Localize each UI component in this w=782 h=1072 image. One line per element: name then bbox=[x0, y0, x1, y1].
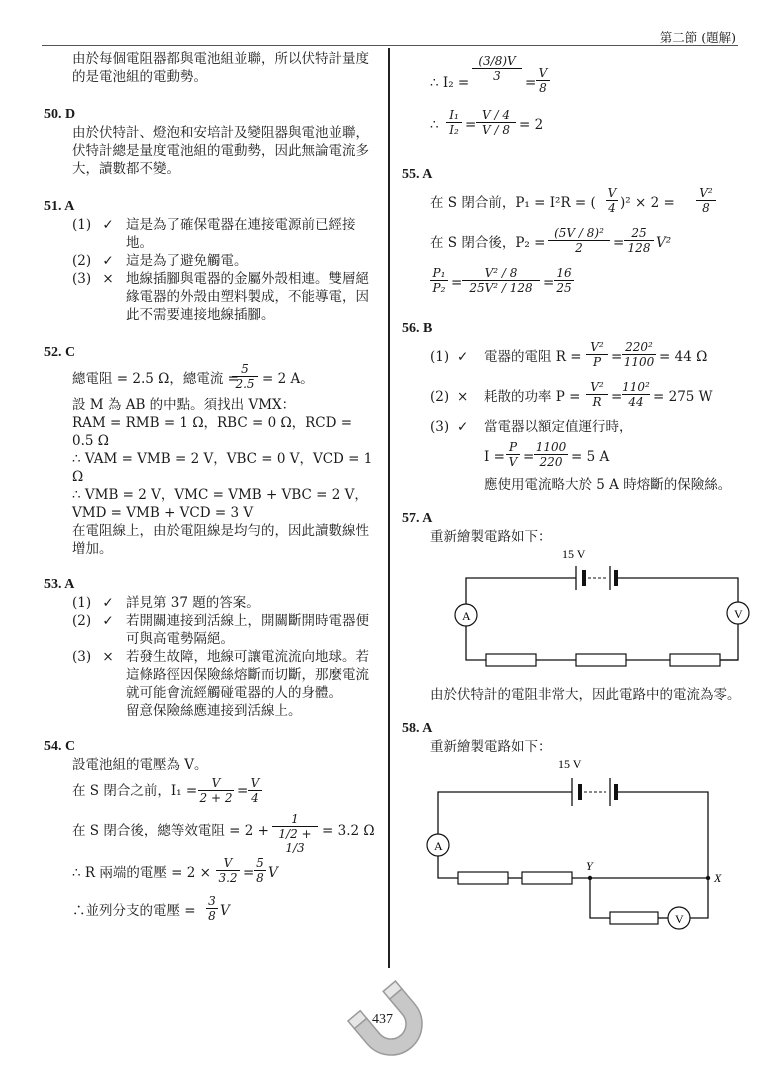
formula-text: 在 S 閉合前，P₁ = I²R = ( bbox=[430, 195, 596, 211]
q53-number: 53. A bbox=[44, 577, 75, 592]
fraction-denominator: 25 bbox=[554, 280, 574, 295]
q56-item-3 bbox=[430, 418, 752, 438]
item-text: 詳見第 37 題的答案。 bbox=[126, 595, 260, 611]
q50-number: 50. D bbox=[44, 107, 76, 122]
q56-formula-current bbox=[430, 438, 752, 476]
formula-text: )² × 2 = bbox=[620, 195, 675, 211]
resistor-icon bbox=[670, 654, 720, 666]
q56-item-1 bbox=[430, 338, 752, 378]
formula-text: = 2 bbox=[519, 117, 544, 133]
fraction-denominator: 128 bbox=[624, 240, 654, 255]
header-rule bbox=[42, 45, 738, 46]
cross-icon: × bbox=[457, 389, 469, 405]
q57-intro: 重新繪製電路如下： bbox=[430, 529, 552, 545]
item-text: 這是為了確保電器在連接電源前已經接地。 bbox=[126, 217, 356, 251]
battery-label: 15 V bbox=[562, 547, 586, 561]
item-label: (3) bbox=[72, 649, 92, 665]
fraction-denominator: 4 bbox=[606, 200, 618, 215]
battery-label: 15 V bbox=[558, 757, 582, 771]
fraction-denominator: V bbox=[506, 454, 520, 469]
formula-text: ∴ I₂ = bbox=[430, 75, 470, 91]
node-y-label: Y bbox=[586, 859, 593, 873]
fraction-denominator: 8 bbox=[254, 870, 266, 885]
formula-text: ∴並列分支的電壓 = bbox=[72, 903, 196, 919]
resistor-icon bbox=[522, 872, 572, 884]
q49-tail-text: 由於每個電阻器都與電池組並聯，所以伏特計量度的是電池組的電動勢。 bbox=[72, 51, 369, 85]
formula-text: 總電阻 = 2.5 Ω，總電流 = bbox=[72, 371, 239, 387]
fraction-numerator: V² bbox=[699, 186, 713, 200]
item-label: (2) bbox=[430, 389, 450, 405]
voltmeter-label: V bbox=[675, 912, 684, 926]
check-icon: ✓ bbox=[102, 253, 114, 269]
item-label: (3) bbox=[72, 271, 92, 287]
fraction-denominator: P₂ bbox=[430, 280, 448, 295]
ammeter-label: A bbox=[434, 839, 443, 853]
q52-line: RAM = RMB = 1 Ω，RBC = 0 Ω，RCD = 0.5 Ω bbox=[72, 415, 353, 449]
q58-number: 58. A bbox=[402, 721, 433, 736]
item-text: 這是為了避免觸電。 bbox=[126, 253, 248, 269]
fraction-numerator: 16 bbox=[556, 266, 572, 280]
resistor-icon bbox=[486, 654, 536, 666]
item-text: 地線插腳與電器的金屬外殼相連。雙層絕緣電器的外殼由塑料製成，不能導電，因此不需要連接地線插腳。 bbox=[126, 271, 369, 323]
fraction-numerator: (5V / 8)² bbox=[554, 226, 604, 240]
item-label: (3) bbox=[430, 419, 450, 435]
formula-ratio bbox=[430, 106, 752, 148]
node-x-label: X bbox=[714, 871, 722, 885]
q54-continued bbox=[430, 48, 752, 148]
q52-formula-current bbox=[72, 362, 376, 396]
q54-number: 54. C bbox=[44, 739, 76, 754]
formula-text: 在 S 閉合之前，I₁ = bbox=[72, 783, 198, 799]
q57-number: 57. A bbox=[402, 511, 433, 526]
fraction-denominator: 1/2 + 1/3 bbox=[272, 826, 318, 855]
fraction-numerator: (3/8)V bbox=[478, 54, 516, 68]
circuit-wires bbox=[438, 792, 708, 918]
fraction-numerator: V bbox=[538, 66, 548, 80]
question-58 bbox=[402, 720, 752, 926]
item-label: (1) bbox=[72, 217, 92, 233]
q54-formula-voltage-r bbox=[72, 854, 376, 892]
fraction-numerator: 5 bbox=[256, 856, 264, 870]
q52-line: 設 M 為 AB 的中點。須找出 VMX： bbox=[72, 397, 296, 413]
q55-formula-p1 bbox=[430, 184, 752, 224]
node-x-dot bbox=[706, 876, 710, 880]
fraction-denominator: 3.2 bbox=[216, 870, 240, 885]
fraction-numerator: 110² bbox=[622, 380, 650, 394]
fraction-numerator: 1 bbox=[291, 812, 299, 826]
formula-text: = bbox=[451, 275, 463, 291]
formula-text: V² bbox=[656, 235, 672, 251]
formula-text: = bbox=[465, 117, 477, 133]
formula-text: = 3.2 Ω bbox=[322, 823, 375, 839]
question-52 bbox=[44, 344, 376, 558]
q51-number: 51. A bbox=[44, 199, 75, 214]
fraction-numerator: V² bbox=[590, 380, 604, 394]
formula-text: = bbox=[243, 865, 255, 881]
q50-text: 由於伏特計、燈泡和安培計及變阻器與電池並聯，伏特計總是量度電池組的電動勢，因此無論電流多大，讀數都不變。 bbox=[72, 125, 369, 177]
fraction-denominator: 4 bbox=[248, 790, 262, 805]
fraction-numerator: V² bbox=[590, 340, 604, 354]
q56-number: 56. B bbox=[402, 321, 433, 336]
fraction-numerator: P bbox=[508, 440, 518, 454]
cross-icon: × bbox=[102, 271, 114, 287]
resistor-icon bbox=[576, 654, 626, 666]
check-icon: ✓ bbox=[457, 419, 469, 435]
item-label: (1) bbox=[430, 349, 450, 365]
fraction-numerator: V bbox=[223, 856, 233, 870]
q54-line: 設電池組的電壓為 V。 bbox=[72, 757, 208, 773]
fraction-denominator: 3 bbox=[472, 68, 522, 83]
fraction-denominator: I₂ bbox=[446, 122, 462, 137]
section-header: 第二節 (題解) bbox=[659, 30, 736, 45]
question-54 bbox=[44, 738, 376, 930]
q56-note: 應使用電流略大於 5 A 時熔斷的保險絲。 bbox=[484, 477, 732, 493]
cross-icon: × bbox=[102, 649, 114, 665]
check-icon: ✓ bbox=[102, 595, 114, 611]
fraction-numerator: V bbox=[250, 776, 260, 790]
formula-text: = bbox=[611, 389, 623, 405]
page-number: 437 bbox=[372, 1012, 393, 1027]
question-57 bbox=[402, 510, 752, 704]
fraction-denominator: 8 bbox=[696, 200, 716, 215]
left-column bbox=[44, 48, 376, 930]
fraction-numerator: V² / 8 bbox=[484, 266, 518, 280]
item-text: 當電器以額定值運行時， bbox=[484, 419, 633, 435]
formula-text: = 275 W bbox=[653, 389, 713, 405]
fraction-numerator: 25 bbox=[631, 226, 647, 240]
resistor-icon bbox=[610, 912, 658, 924]
question-56 bbox=[402, 320, 752, 494]
fraction-denominator: 220 bbox=[534, 454, 568, 469]
circuit-wires bbox=[466, 578, 738, 660]
fraction-denominator: 1100 bbox=[623, 355, 655, 369]
q52-line: VMD = VMB + VCD = 3 V bbox=[72, 505, 254, 521]
battery-icon bbox=[576, 566, 618, 590]
fraction-denominator: 2 bbox=[548, 240, 610, 255]
fraction-numerator: V bbox=[211, 776, 221, 790]
q52-line: 在電阻線上，由於電阻線是均勻的，因此讀數線性增加。 bbox=[72, 523, 369, 557]
check-icon: ✓ bbox=[457, 349, 469, 365]
formula-text: = 2 A。 bbox=[262, 371, 314, 387]
fraction-numerator: P₁ bbox=[432, 266, 446, 280]
check-icon: ✓ bbox=[102, 613, 114, 629]
formula-text: I = bbox=[484, 449, 505, 465]
formula-text: = bbox=[611, 349, 623, 365]
resistor-icon bbox=[458, 872, 508, 884]
check-icon: ✓ bbox=[102, 217, 114, 233]
question-53 bbox=[44, 576, 376, 720]
formula-text: = bbox=[613, 235, 625, 251]
fraction-denominator: P bbox=[586, 354, 608, 369]
question-51 bbox=[44, 198, 376, 324]
q55-formula-p2 bbox=[430, 224, 752, 264]
item-label: (2) bbox=[72, 253, 92, 269]
fraction-denominator: V / 8 bbox=[476, 122, 516, 137]
q55-formula-ratio bbox=[430, 264, 752, 304]
formula-text: V bbox=[268, 865, 278, 881]
q54-formula-i1 bbox=[72, 774, 376, 810]
formula-text: 在 S 閉合後，總等效電阻 = 2 + bbox=[72, 823, 269, 839]
formula-text: = bbox=[523, 449, 535, 465]
q55-number: 55. A bbox=[402, 167, 433, 182]
q53-item bbox=[72, 648, 376, 702]
q51-item bbox=[72, 216, 376, 252]
formula-text: = bbox=[543, 275, 555, 291]
q58-intro: 重新繪製電路如下： bbox=[430, 739, 552, 755]
fraction-denominator: 2 + 2 bbox=[199, 791, 233, 805]
q53-item bbox=[72, 594, 376, 612]
column-divider bbox=[388, 48, 390, 968]
q53-item bbox=[72, 612, 376, 648]
fraction-denominator: R bbox=[586, 394, 608, 409]
formula-text: ∴ bbox=[430, 117, 439, 133]
item-text: 若發生故障，地線可讓電流流向地球。若這條路徑因保險絲熔斷而切斷，那麼電流就可能會流經觸碰電器的人的身體。 bbox=[126, 649, 369, 701]
formula-text: = bbox=[237, 783, 249, 799]
fraction-numerator: 3 bbox=[208, 894, 216, 908]
node-y-dot bbox=[588, 876, 592, 880]
formula-text: 電器的電阻 R = bbox=[484, 349, 582, 365]
fraction-numerator: 5 bbox=[241, 362, 249, 376]
circuit-diagram-57 bbox=[426, 546, 743, 682]
question-55 bbox=[402, 166, 752, 304]
question-50 bbox=[44, 106, 376, 178]
fraction-denominator: 8 bbox=[206, 908, 218, 923]
formula-text: = 5 A bbox=[571, 449, 610, 465]
fraction-numerator: I₁ bbox=[449, 108, 459, 122]
right-column bbox=[402, 48, 752, 926]
formula-text: = 44 Ω bbox=[659, 349, 708, 365]
formula-i2 bbox=[430, 48, 752, 106]
q52-number: 52. C bbox=[44, 345, 76, 360]
q54-formula-branch bbox=[72, 892, 376, 930]
item-text: 若開關連接到活線上，開關斷開時電器便可與高電勢隔絕。 bbox=[126, 613, 369, 647]
battery-icon bbox=[572, 778, 618, 806]
fraction-numerator: 220² bbox=[625, 340, 653, 354]
q51-item bbox=[72, 270, 376, 324]
ammeter-label: A bbox=[462, 609, 471, 623]
q56-item-2 bbox=[430, 378, 752, 418]
item-label: (1) bbox=[72, 595, 92, 611]
q52-line: ∴ VMB = 2 V，VMC = VMB + VBC = 2 V， bbox=[72, 487, 368, 503]
fraction-numerator: V bbox=[607, 186, 617, 200]
fraction-denominator: 44 bbox=[622, 394, 650, 409]
formula-text: V bbox=[220, 903, 230, 919]
formula-text: ∴ R 兩端的電壓 = 2 × bbox=[72, 865, 211, 881]
q51-item bbox=[72, 252, 376, 270]
q52-line: ∴ VAM = VMB = 2 V，VBC = 0 V，VCD = 1 Ω bbox=[72, 451, 373, 485]
fraction-denominator: 8 bbox=[536, 80, 550, 95]
voltmeter-label: V bbox=[734, 607, 743, 621]
item-label: (2) bbox=[72, 613, 92, 629]
q54-formula-resistance bbox=[72, 810, 376, 854]
q57-explanation: 由於伏特計的電阻非常大，因此電路中的電流為零。 bbox=[430, 687, 741, 703]
formula-text: 耗散的功率 P = bbox=[484, 389, 581, 405]
q53-note: 留意保險絲應連接到活線上。 bbox=[126, 703, 302, 719]
circuit-diagram-58 bbox=[426, 756, 746, 926]
formula-text: 在 S 閉合後，P₂ = bbox=[430, 235, 546, 251]
fraction-denominator: 2.5 bbox=[232, 376, 258, 391]
formula-text: = bbox=[525, 75, 537, 91]
fraction-denominator: 25V² / 128 bbox=[462, 280, 540, 295]
fraction-numerator: V / 4 bbox=[482, 108, 510, 122]
fraction-numerator: 1100 bbox=[535, 440, 567, 454]
